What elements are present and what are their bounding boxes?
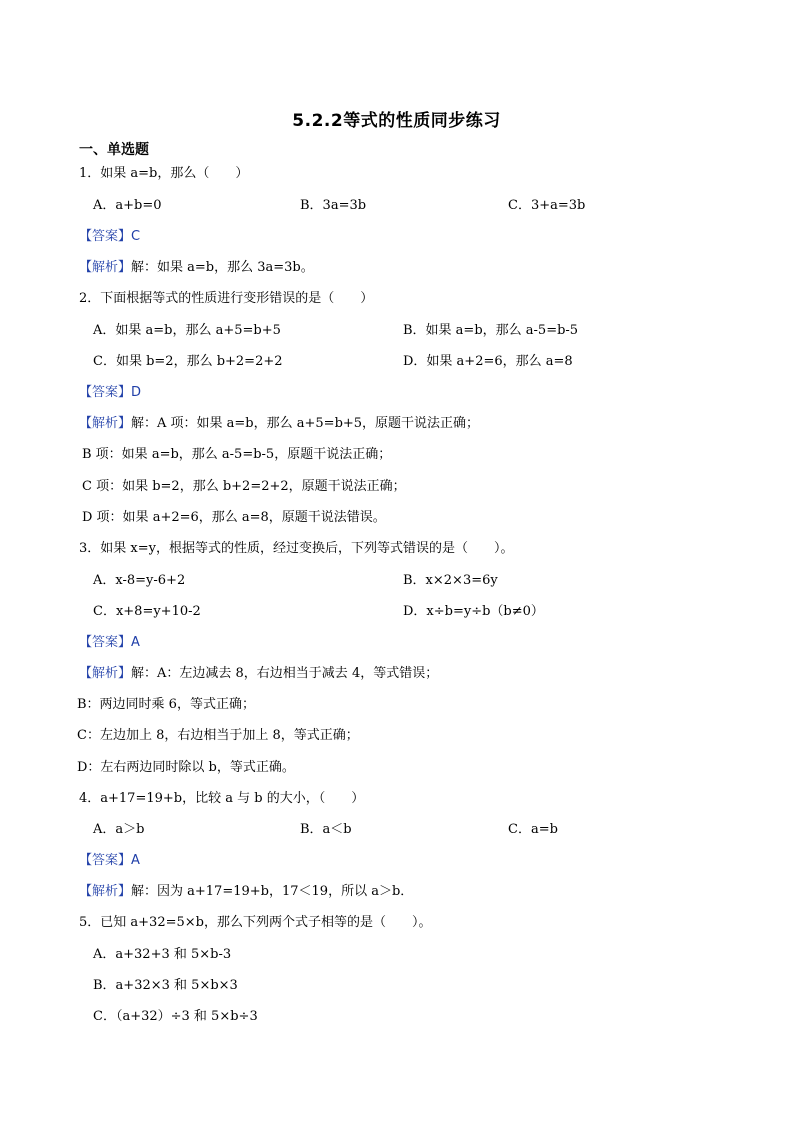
question-3-analysis-line-2: B：两边同时乘 6，等式正确； <box>77 697 255 712</box>
question-1-option-c: C．3+a=3b <box>508 198 586 213</box>
question-4-option-a: A．a＞b <box>93 822 145 837</box>
question-1-option-b: B．3a=3b <box>300 198 367 213</box>
question-3-option-a: A．x-8=y-6+2 <box>93 573 186 588</box>
question-3-analysis-line-4: D：左右两边同时除以 b，等式正确。 <box>77 760 295 775</box>
analysis-tag: 【解析】 <box>79 884 132 899</box>
question-3-stem: 3．如果 x=y，根据等式的性质，经过变换后，下列等式错误的是（ ）。 <box>79 541 514 556</box>
question-3-answer <box>79 634 140 652</box>
question-2-analysis <box>79 415 479 433</box>
analysis-text: 解：A：左边减去 8，右边相当于减去 4，等式错误； <box>131 666 439 681</box>
answer-tag: 【答案】 <box>79 229 132 244</box>
question-4-stem: 4．a+17=19+b，比较 a 与 b 的大小，（ ） <box>79 791 365 806</box>
answer-value: D <box>131 385 142 400</box>
analysis-tag: 【解析】 <box>79 666 132 681</box>
question-2-option-c: C．如果 b=2，那么 b+2=2+2 <box>93 354 283 369</box>
question-2-option-d: D．如果 a+2=6，那么 a=8 <box>403 354 573 369</box>
question-1-answer <box>79 228 140 246</box>
analysis-tag: 【解析】 <box>79 416 132 431</box>
question-5-option-b: B．a+32×3 和 5×b×3 <box>93 978 238 993</box>
question-3-option-d: D．x÷b=y÷b（b≠0） <box>403 604 544 619</box>
analysis-text: 解：如果 a=b，那么 3a=3b。 <box>131 260 314 275</box>
question-2-option-a: A．如果 a=b，那么 a+5=b+5 <box>93 323 281 338</box>
question-2-stem: 2．下面根据等式的性质进行变形错误的是（ ） <box>79 291 374 306</box>
question-2-analysis-line-4: D 项：如果 a+2=6，那么 a=8，原题干说法错误。 <box>82 510 386 525</box>
question-4-option-b: B．a＜b <box>300 822 352 837</box>
question-4-option-c: C．a=b <box>508 822 558 837</box>
answer-tag: 【答案】 <box>79 853 132 868</box>
question-3-option-c: C．x+8=y+10-2 <box>93 604 201 619</box>
analysis-tag: 【解析】 <box>79 260 132 275</box>
question-2-analysis-line-2: B 项：如果 a=b，那么 a-5=b-5，原题干说法正确； <box>82 447 392 462</box>
question-3-option-b: B．x×2×3=6y <box>403 573 498 588</box>
question-3-analysis-line-3: C：左边加上 8，右边相当于加上 8，等式正确； <box>77 728 359 743</box>
question-1-stem: 1．如果 a=b，那么（ ） <box>79 166 249 181</box>
question-2-answer <box>79 384 141 402</box>
question-2-option-b: B．如果 a=b，那么 a-5=b-5 <box>403 323 579 338</box>
question-3-analysis <box>79 665 438 683</box>
question-1-analysis <box>79 259 314 277</box>
answer-value: A <box>131 853 140 868</box>
answer-value: A <box>131 635 140 650</box>
answer-tag: 【答案】 <box>79 635 132 650</box>
answer-tag: 【答案】 <box>79 385 132 400</box>
answer-value: C <box>131 229 141 244</box>
analysis-text: 解：A 项：如果 a=b，那么 a+5=b+5，原题干说法正确； <box>131 416 480 431</box>
question-1-option-a: A．a+b=0 <box>93 198 162 213</box>
page-title: 5.2.2等式的性质同步练习 <box>292 111 501 131</box>
analysis-text: 解：因为 a+17=19+b，17＜19，所以 a＞b． <box>131 884 414 899</box>
question-5-stem: 5．已知 a+32=5×b，那么下列两个式子相等的是（ ）。 <box>79 915 432 930</box>
section-heading: 一、单选题 <box>79 142 149 158</box>
question-5-option-a: A．a+32+3 和 5×b-3 <box>93 947 232 962</box>
question-4-analysis <box>79 883 413 901</box>
question-4-answer <box>79 852 140 870</box>
question-2-analysis-line-3: C 项：如果 b=2，那么 b+2=2+2，原题干说法正确； <box>82 479 406 494</box>
question-5-option-c: C．（a+32）÷3 和 5×b÷3 <box>93 1009 258 1024</box>
